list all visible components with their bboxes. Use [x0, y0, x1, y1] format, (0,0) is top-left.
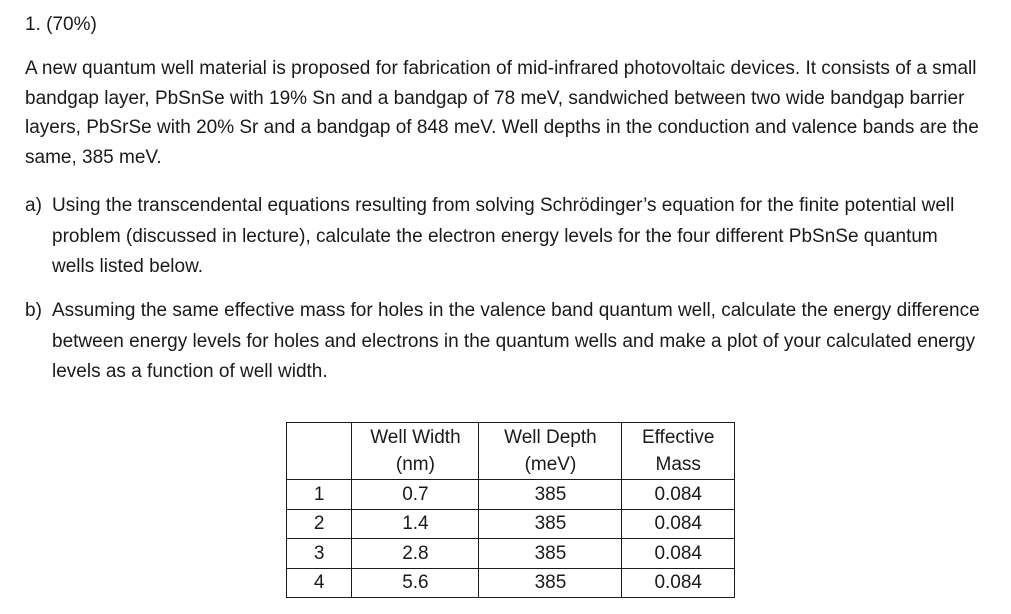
cell-well-depth: 385 — [479, 568, 622, 598]
header-well-width — [352, 423, 479, 480]
cell-effective-mass: 0.084 — [622, 480, 735, 510]
part-a — [25, 191, 985, 283]
header-well-width-line1: Well Width — [370, 427, 461, 448]
cell-well-width: 1.4 — [352, 509, 479, 539]
header-effective-mass-line2: Mass — [655, 454, 701, 475]
cell-index: 2 — [287, 509, 352, 539]
table-header-row — [287, 423, 735, 480]
cell-effective-mass: 0.084 — [622, 509, 735, 539]
cell-well-depth: 385 — [479, 539, 622, 569]
cell-well-width: 5.6 — [352, 568, 479, 598]
cell-well-width: 0.7 — [352, 480, 479, 510]
part-b — [25, 296, 985, 388]
cell-index: 1 — [287, 480, 352, 510]
header-well-depth — [479, 423, 622, 480]
header-index — [287, 423, 352, 480]
table-row — [287, 509, 735, 539]
cell-effective-mass: 0.084 — [622, 568, 735, 598]
cell-index: 4 — [287, 568, 352, 598]
header-well-depth-line2: (meV) — [524, 454, 577, 475]
part-a-text: Using the transcendental equations resulting from solving Schrödinger’s equation for the finite potential well problem (discussed in lecture), calculate the electron energy levels for the four different PbSnSe quantum wells listed below. — [52, 195, 955, 277]
header-well-depth-line1: Well Depth — [504, 427, 597, 448]
cell-well-depth: 385 — [479, 509, 622, 539]
problem-intro: A new quantum well material is proposed for fabrication of mid-infrared photovoltaic devices. It consists of a small bandgap layer, PbSnSe with 19% Sn and a bandgap of 78 meV, sandwiched between two wide bandgap barrier layers, PbSrSe with 20% Sr and a bandgap of 848 meV. Well depths in the conduction and valence bands are the same, 385 meV. — [25, 58, 979, 168]
cell-effective-mass: 0.084 — [622, 539, 735, 569]
header-effective-mass-line1: Effective — [641, 427, 715, 448]
cell-well-width: 2.8 — [352, 539, 479, 569]
cell-index: 3 — [287, 539, 352, 569]
part-a-marker: a) — [25, 195, 42, 216]
problem-heading: 1. (70%) — [25, 14, 97, 35]
header-well-width-line2: (nm) — [395, 454, 435, 475]
quantum-well-table — [286, 422, 735, 598]
header-effective-mass — [622, 423, 735, 480]
table-row — [287, 568, 735, 598]
part-b-text: Assuming the same effective mass for holes in the valence band quantum well, calculate the energy difference between energy levels for holes and electrons in the quantum wells and make a plot of your calculated energy levels as a function of well width. — [52, 300, 980, 382]
table-row — [287, 480, 735, 510]
part-b-marker: b) — [25, 300, 42, 321]
cell-well-depth: 385 — [479, 480, 622, 510]
table-row — [287, 539, 735, 569]
